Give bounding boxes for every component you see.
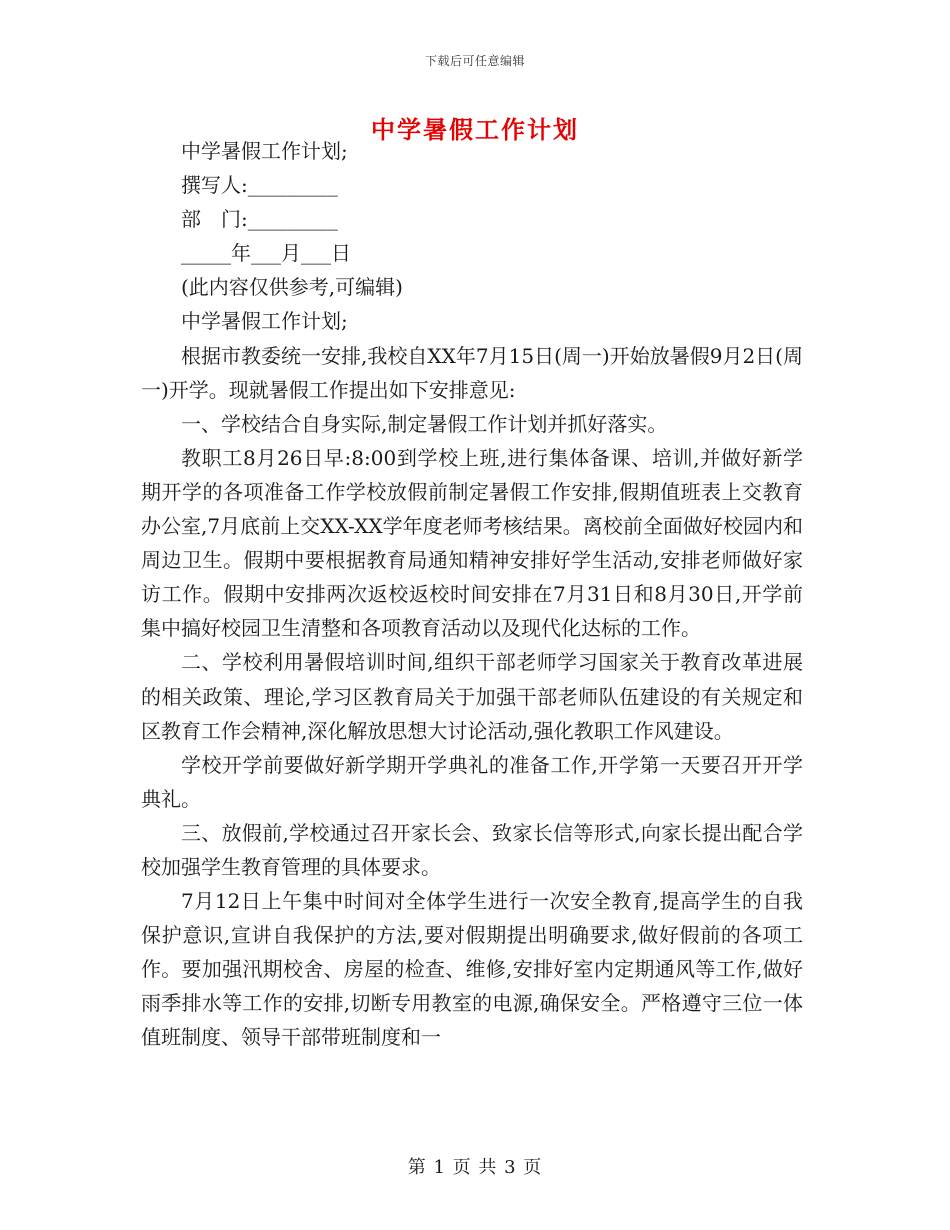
paragraph: 中学暑假工作计划; (181, 139, 348, 163)
paragraph: 三、放假前,学校通过召开家长会、致家长信等形式,向家长提出配合学校加强学生教育管理的具体要求。 (141, 820, 803, 879)
paragraph: 学校开学前要做好新学期开学典礼的准备工作,开学第一天要召开开学典礼。 (141, 752, 803, 811)
document-title: 中学暑假工作计划 (371, 115, 579, 144)
paragraph: 二、学校利用暑假培训时间,组织干部老师学习国家关于教育改革进展的相关政策、理论,学习区教育局关于加强干部老师队伍建设的有关规定和区教育工作会精神,深化解放思想大讨论活动,强化教职工作风建设。 (141, 650, 803, 743)
paragraph: 教职工8月26日早:8:00到学校上班,进行集体备课、培训,并做好新学期开学的各项准备工作学校放假前制定暑假工作安排,假期值班表上交教育办公室,7月底前上交XX-XX学年度老师考核结果。离校前全面做好校园内和周边卫生。假期中要根据教育局通知精神安排好学生活动,安排老师做好家访工作。假期中安排两次返校返校时间安排在7月31日和8月30日,开学前集中搞好校园卫生清整和各项教育活动以及现代化达标的工作。 (141, 445, 803, 641)
header-note: 下载后可任意编辑 (424, 54, 525, 68)
paragraph: 根据市教委统一安排,我校自XX年7月15日(周一)开始放暑假9月2日(周一)开学。现就暑假工作提出如下安排意见: (141, 343, 803, 402)
paragraph: 中学暑假工作计划; (181, 309, 348, 334)
paragraph: 撰写人:_________ (181, 173, 338, 198)
paragraph: 一、学校结合自身实际,制定暑假工作计划并抓好落实。 (181, 411, 668, 436)
paragraph: 部 门:_________ (181, 207, 338, 232)
paragraph: 7月12日上午集中时间对全体学生进行一次安全教育,提高学生的自我保护意识,宣讲自我保护的方法,要对假期提出明确要求,做好假前的各项工作。要加强汛期校舍、房屋的检查、维修,安排好室内定期通风等工作,做好雨季排水等工作的安排,切断专用教室的电源,确保安全。严格遵守三位一体值班制度、领导干部带班制度和一 (141, 889, 803, 1050)
paragraph: _____年___月___日 (181, 241, 351, 266)
paragraph: (此内容仅供参考,可编辑) (181, 275, 403, 300)
document-body (141, 134, 803, 1055)
page-footer: 第 1 页 共 3 页 (407, 1157, 543, 1178)
